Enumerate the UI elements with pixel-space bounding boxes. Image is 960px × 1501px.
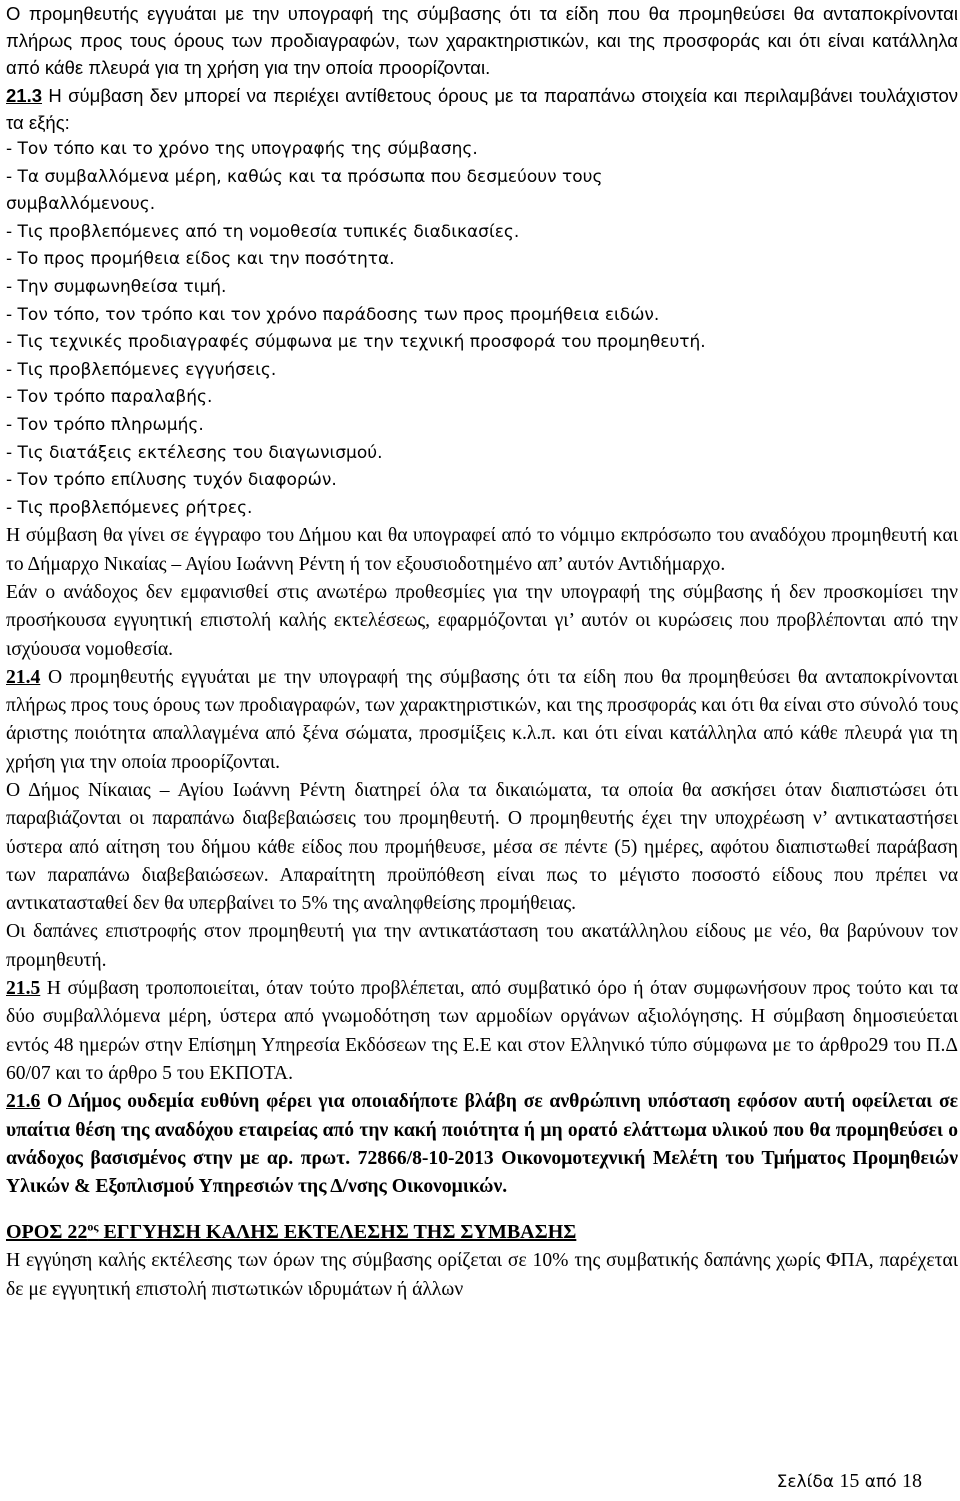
costs-paragraph: Οι δαπάνες επιστροφής στον προμηθευτή για την αντικατάσταση του ακατάλληλου είδους με νέο, θα βαρύνουν τον προμηθευτή. xyxy=(6,921,958,971)
list-item: - Τον τόπο, τον τρόπο και τον χρόνο παράδοσης των προς προμήθεια ειδών. xyxy=(6,304,660,325)
list-item: - Την συμφωνηθείσα τιμή. xyxy=(6,276,227,297)
section-text: Η σύμβαση τροποποιείται, όταν τούτο προβλέπεται, από συμβατικό όρο ή όταν συμφωνήσουν προς τούτο και τα δύο συμβαλλόμενα μέρη, ύστερα από γνωμοδότηση των αρμοδίων οργάνων αξιολόγησης. Η σύμβαση δημοσιεύεται εντός 48 ημερών στην Επίσημη Υπηρεσία Εκδόσεων της Ε.Ε και στον Ελληνικό τύπο σύμφωνα με το άρθρο29 του Π.Δ 60/07 και το άρθρο 5 του ΕΚΠΟΤΑ. xyxy=(6,978,958,1084)
list-item: - Τις προβλεπόμενες εγγυήσεις. xyxy=(6,359,277,380)
page-of: από xyxy=(864,1472,897,1492)
section-number: 21.5 xyxy=(6,978,41,1000)
heading-prefix: ΟΡΟΣ 22 xyxy=(6,1221,88,1244)
intro-paragraph: Ο προμηθευτής εγγυάται με την υπογραφή της σύμβασης ότι τα είδη που θα προμηθεύσει θα ανταποκρίνονται πλήρως προς τους όρους των προδιαγραφών, των χαρακτηριστικών, και της προσφοράς και ότι είναι κατάλληλα από κάθε πλευρά για τη χρήση για την οποία προορίζονται. xyxy=(6,3,958,79)
section-21-4 xyxy=(6,664,958,777)
requirements-list xyxy=(6,136,958,522)
rights-paragraph: Ο Δήμος Νίκαιας – Αγίου Ιωάννη Ρέντη διατηρεί όλα τα δικαιώματα, τα οποία θα ασκήσει όταν διαπιστώσει ότι παραβιάζονται οι παραπάνω διαβεβαιώσεις του προμηθευτή. Ο προμηθευτής έχει την υποχρέωση ν’ αντικαταστήσει ύστερα από αίτηση του δήμου κάθε είδος που προμήθευσε, μέσα σε πέντε (5) ημέρες, αφότου διαπιστωθεί παράβαση των παραπάνω διαβεβαιώσεων. Απαραίτητη προϋπόθεση είναι πως το μέγιστο ποσοστό είδους που πρέπει να αντικατασταθεί δεν θα υπερβαίνει το 5% της αναληφθείσης προμήθειας. xyxy=(6,780,958,915)
term-22-heading xyxy=(6,1217,958,1247)
list-item: - Τις τεχνικές προδιαγραφές σύμφωνα με την τεχνική προσφορά του προμηθευτή. xyxy=(6,332,706,353)
section-text: Ο Δήμος ουδεμία ευθύνη φέρει για οποιαδήποτε βλάβη σε ανθρώπινη υπόσταση εφόσον αυτή οφείλεται σε υπαίτια θέση της αναδόχου εταιρείας από την κακή ποιότητα ή μη ορατό ελάττωμα υλικού που θα προμηθεύσει ο ανάδοχος βασισμένος στην με αρ. πρωτ. 72866/8-10-2013 Οικονομοτεχνική Μελέτη του Τμήματος Προμηθειών Υλικών & Εξοπλισμού Υπηρεσιών της Δ/νσης Οικονομικών. xyxy=(6,1091,958,1198)
list-item: - Τον τρόπο παραλαβής. xyxy=(6,387,213,408)
list-item: - Τις διατάξεις εκτέλεσης του διαγωνισμού. xyxy=(6,442,383,463)
list-item: - Το προς προμήθεια είδος και την ποσότητα. xyxy=(6,249,395,270)
heading-title: ΕΓΓΥΗΣΗ ΚΑΛΗΣ ΕΚΤΕΛΕΣΗΣ ΤΗΣ ΣΥΜΒΑΣΗΣ xyxy=(98,1221,577,1244)
list-item: - Τον τρόπο επίλυσης τυχόν διαφορών. xyxy=(6,470,337,491)
page-total: 18 xyxy=(902,1470,922,1492)
term-22-paragraph: Η εγγύηση καλής εκτέλεσης των όρων της σύμβασης ορίζεται σε 10% της συμβατικής δαπάνης χωρίς ΦΠΑ, παρέχεται δε με εγγυητική επιστολή πιστωτικών ιδρυμάτων ή άλλων xyxy=(6,1250,958,1300)
section-21-6 xyxy=(6,1088,958,1201)
list-item: - Τις προβλεπόμενες ρήτρες. xyxy=(6,497,253,518)
section-21-5 xyxy=(6,975,958,1088)
section-number: 21.6 xyxy=(6,1091,41,1113)
list-item: - Τις προβλεπόμενες από τη νομοθεσία τυπικές διαδικασίες. xyxy=(6,221,520,242)
list-item: - Τον τρόπο πληρωμής. xyxy=(6,414,204,435)
signing-paragraph: Η σύμβαση θα γίνει σε έγγραφο του Δήμου και θα υπογραφεί από το νόμιμο εκπρόσωπο του αναδόχου προμηθευτή και το Δήμαρχο Νικαίας – Αγίου Ιωάννη Ρέντη ή τον εξουσιοδοτημένο απ’ αυτόν Αντιδήμαρχο. xyxy=(6,525,958,575)
list-item: - Τον τόπο και το χρόνο της υπογραφής της σύμβασης. xyxy=(6,139,478,160)
absence-paragraph: Εάν ο ανάδοχος δεν εμφανισθεί στις ανωτέρω προθεσμίες για την υπογραφή της σύμβασης ή δεν προσκομίσει την προσήκουσα εγγυητική επιστολή καλής εκτελέσεως, εφαρμόζονται γι’ αυτόν οι κυρώσεις που προβλέπονται από την ισχύουσα νομοθεσία. xyxy=(6,581,958,660)
list-item: - Τα συμβαλλόμενα μέρη, καθώς και τα πρόσωπα που δεσμεύουν τους συμβαλλόμενους. xyxy=(6,166,603,215)
page-footer xyxy=(777,1470,922,1493)
section-text: Η σύμβαση δεν μπορεί να περιέχει αντίθετους όρους με τα παραπάνω στοιχεία και περιλαμβάνει τουλάχιστον τα εξής: xyxy=(6,84,958,133)
page-label: Σελίδα xyxy=(776,1472,834,1492)
document-page xyxy=(6,0,958,1304)
heading-ordinal: ος xyxy=(87,1219,99,1234)
section-21-3 xyxy=(6,82,958,136)
section-number: 21.4 xyxy=(6,666,41,688)
section-number: 21.3 xyxy=(6,84,43,106)
section-text: Ο προμηθευτής εγγυάται με την υπογραφή της σύμβασης ότι τα είδη που θα προμηθεύσει θα ανταποκρίνονται πλήρως προς τους όρους των προδιαγραφών, των χαρακτηριστικών, και της προσφοράς και ότι θα είναι στο σύνολό τους άριστης ποιότητα απαλλαγμένα από ξένα σώματα, προσμίξεις κ.λ.π. και ότι είναι κατάλληλα από κάθε πλευρά για τη χρήση για την οποία προορίζονται. xyxy=(6,666,958,773)
page-number: 15 xyxy=(839,1470,860,1492)
